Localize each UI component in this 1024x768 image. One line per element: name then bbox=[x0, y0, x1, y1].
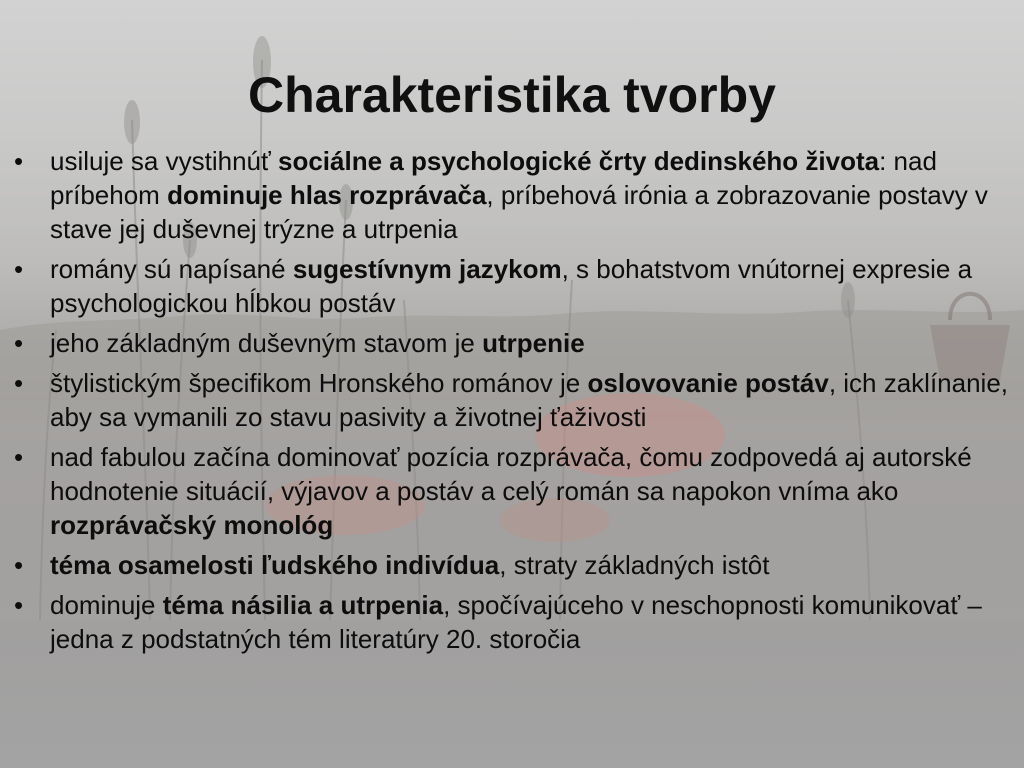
bullet-dot-icon: • bbox=[14, 146, 24, 176]
bullet-dot-icon: • bbox=[14, 328, 24, 358]
bullet-dot-icon: • bbox=[14, 368, 24, 398]
bullet-emphasis-text: oslovovanie postáv bbox=[587, 368, 829, 398]
bullet-item bbox=[12, 440, 1014, 542]
bullet-emphasis-text: utrpenie bbox=[482, 328, 585, 358]
bullet-text: jeho základným duševným stavom je bbox=[50, 328, 483, 358]
bullet-emphasis-text: téma osamelosti ľudského indivídua bbox=[50, 550, 500, 580]
bullet-emphasis-text: sociálne a psychologické črty dedinského života bbox=[277, 146, 880, 176]
bullet-emphasis-text: sugestívnym jazykom bbox=[292, 254, 562, 284]
bullet-text: , spočívajúceho v neschopnosti komunikovať – jedna z podstatných tém literatúry 20. storočia bbox=[50, 590, 982, 654]
bullet-item bbox=[12, 326, 1014, 360]
bullet-text: : nad príbehom bbox=[50, 146, 937, 210]
bullet-text: , ich zaklínanie, aby sa vymanili zo stavu pasivity a životnej ťaživosti bbox=[50, 368, 1009, 432]
bullet-dot-icon: • bbox=[14, 590, 24, 620]
bullet-item bbox=[12, 588, 1014, 656]
bullet-dot-icon: • bbox=[14, 550, 24, 580]
bullet-text: , s bohatstvom vnútornej expresie a psychologickou hĺbkou postáv bbox=[50, 254, 973, 318]
bullet-text: dominuje bbox=[50, 590, 163, 620]
bullet-list bbox=[12, 144, 1014, 662]
bullet-text: nad fabulou začína dominovať pozícia rozprávača, čomu zodpovedá aj autorské hodnotenie situácií, výjavov a postáv a celý román sa napokon vníma ako bbox=[50, 442, 972, 506]
bullet-emphasis-text: dominuje hlas rozprávača bbox=[167, 180, 487, 210]
bullet-text: , príbehová irónia a zobrazovanie postavy v stave jej duševnej trýzne a utrpenia bbox=[50, 180, 988, 244]
bullet-item bbox=[12, 252, 1014, 320]
bullet-emphasis-text: téma násilia a utrpenia bbox=[162, 590, 444, 620]
bullet-text: romány sú napísané bbox=[50, 254, 293, 284]
bullet-item bbox=[12, 548, 1014, 582]
bullet-item bbox=[12, 144, 1014, 246]
slide-title: Charakteristika tvorby bbox=[247, 67, 776, 123]
bullet-dot-icon: • bbox=[14, 442, 24, 472]
bullet-text: usiluje sa vystihnúť bbox=[50, 146, 278, 176]
bullet-text: , straty základných istôt bbox=[499, 550, 770, 580]
bullet-item bbox=[12, 366, 1014, 434]
bullet-dot-icon: • bbox=[14, 254, 24, 284]
bullet-emphasis-text: rozprávačský monológ bbox=[50, 510, 334, 540]
bullet-text: štylistickým špecifikom Hronského románov je bbox=[50, 368, 588, 398]
